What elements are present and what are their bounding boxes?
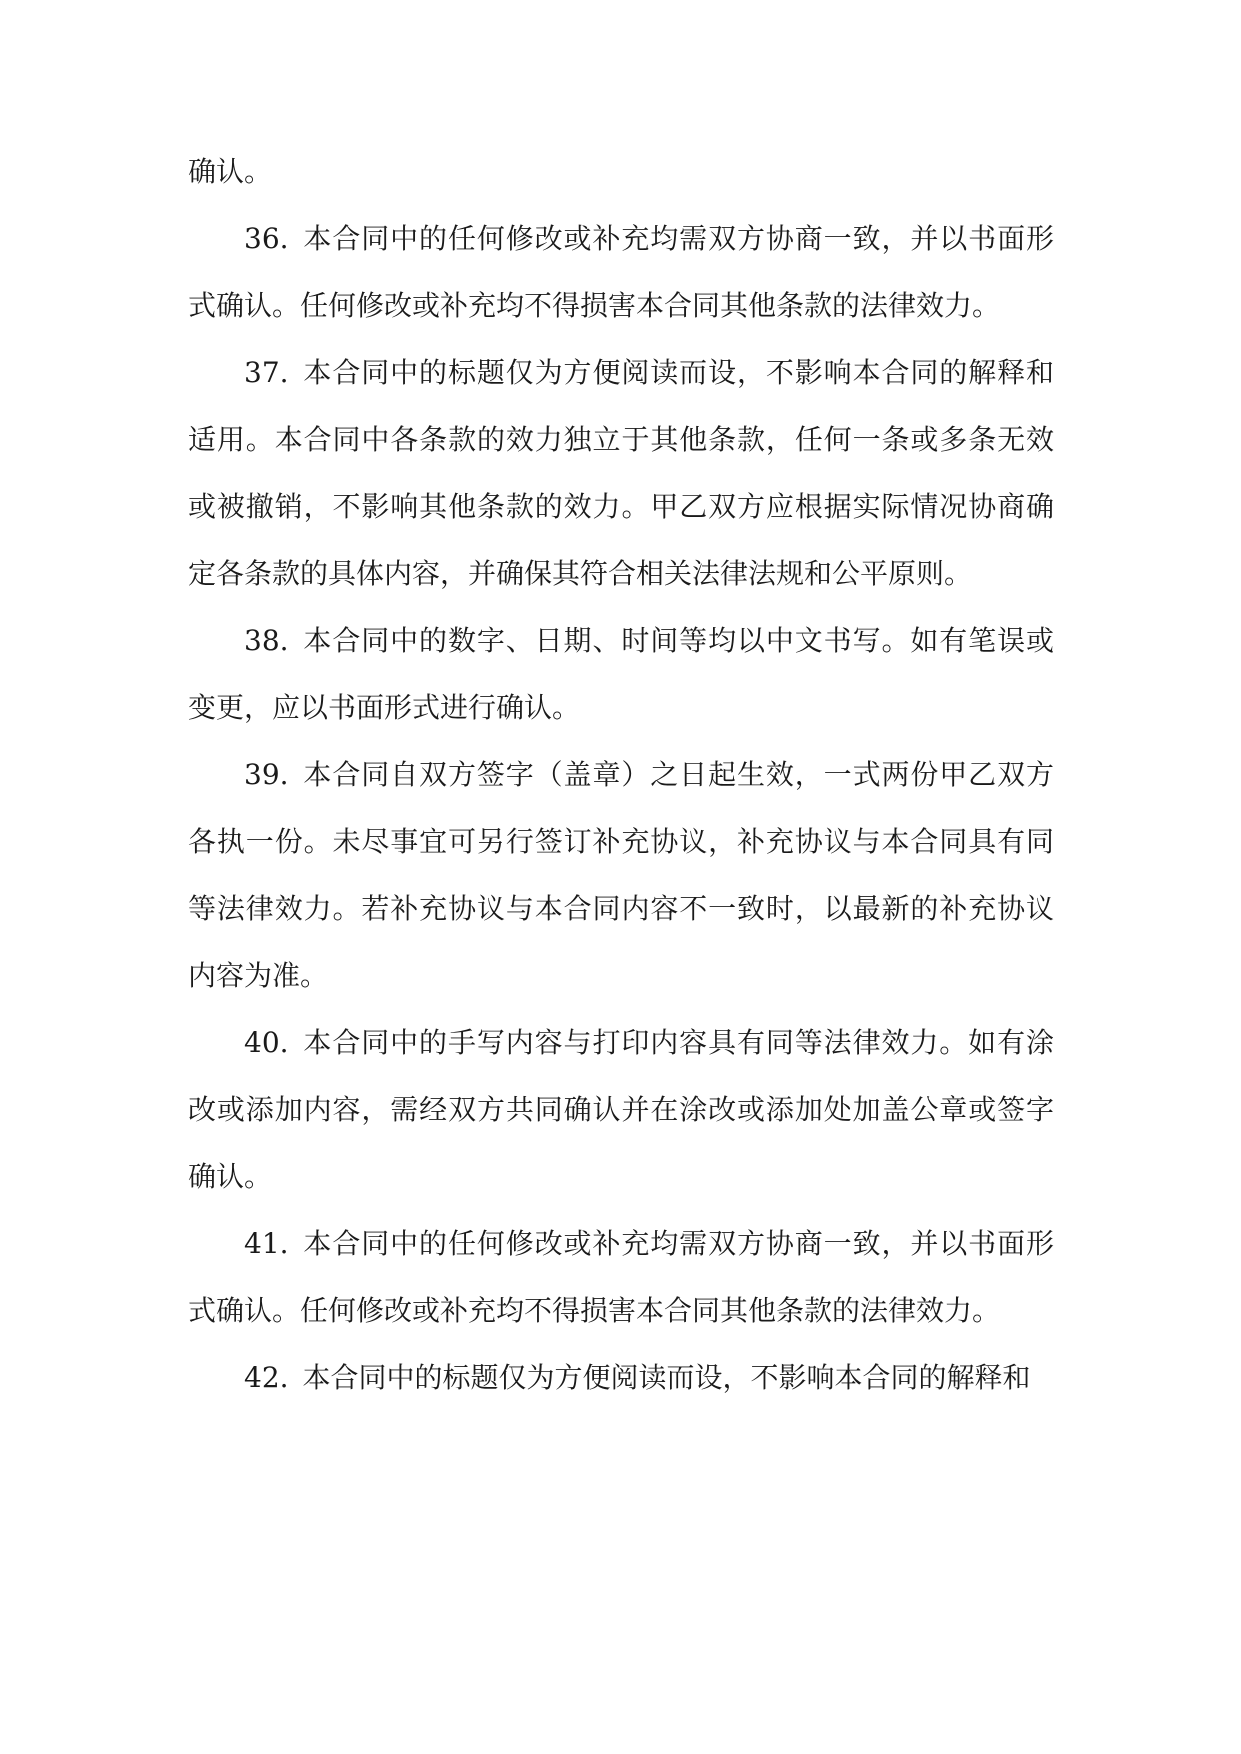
continuation-paragraph <box>188 138 1054 205</box>
clause-text: 本合同中的手写内容与打印内容具有同等法律效力。如有涂改或添加内容，需经双方共同确认并在涂改或添加处加盖公章或签字确认。 <box>188 1026 1054 1193</box>
clause-text: 本合同中的任何修改或补充均需双方协商一致，并以书面形式确认。任何修改或补充均不得损害本合同其他条款的法律效力。 <box>188 222 1054 322</box>
clause-number: 40. <box>244 1026 289 1059</box>
clause-40 <box>188 1009 1054 1210</box>
clause-text: 本合同中的标题仅为方便阅读而设，不影响本合同的解释和适用。本合同中各条款的效力独立于其他条款，任何一条或多条无效或被撤销，不影响其他条款的效力。甲乙双方应根据实际情况协商确定各条款的具体内容，并确保其符合相关法律法规和公平原则。 <box>188 356 1054 590</box>
clause-number: 39. <box>244 758 289 791</box>
clause-42 <box>188 1344 1054 1411</box>
clause-number: 36. <box>244 222 289 255</box>
clause-37 <box>188 339 1054 607</box>
clause-36 <box>188 205 1054 339</box>
clause-number: 38. <box>244 624 289 657</box>
paragraph-text: 确认。 <box>188 155 273 188</box>
clause-number: 41. <box>244 1227 289 1260</box>
clause-text: 本合同中的标题仅为方便阅读而设，不影响本合同的解释和 <box>302 1361 1031 1394</box>
clause-39 <box>188 741 1054 1009</box>
clause-text: 本合同自双方签字（盖章）之日起生效，一式两份甲乙双方各执一份。未尽事宜可另行签订补充协议，补充协议与本合同具有同等法律效力。若补充协议与本合同内容不一致时，以最新的补充协议内容为准。 <box>188 758 1054 992</box>
clause-41 <box>188 1210 1054 1344</box>
clause-38 <box>188 607 1054 741</box>
clause-text: 本合同中的数字、日期、时间等均以中文书写。如有笔误或变更，应以书面形式进行确认。 <box>188 624 1054 724</box>
document-body <box>188 138 1054 1411</box>
clause-text: 本合同中的任何修改或补充均需双方协商一致，并以书面形式确认。任何修改或补充均不得损害本合同其他条款的法律效力。 <box>188 1227 1054 1327</box>
clause-number: 37. <box>244 356 289 389</box>
clause-number: 42. <box>244 1361 289 1394</box>
